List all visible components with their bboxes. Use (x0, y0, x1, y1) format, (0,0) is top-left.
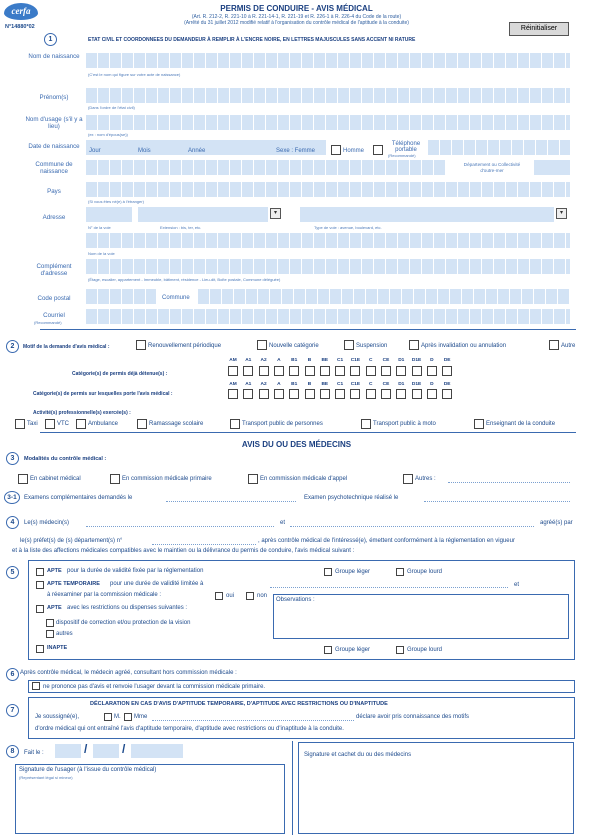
activity-checkbox-6[interactable] (474, 419, 484, 429)
reason-label-0: Renouvellement périodique (148, 343, 222, 349)
phone-field[interactable] (428, 140, 570, 155)
first-name-field[interactable] (86, 88, 570, 103)
email-label: Courriel (43, 312, 65, 319)
section-divider-2 (40, 432, 576, 433)
control-mode-label: Modalités du contrôle médical : (24, 456, 107, 462)
male-label: Homme (343, 148, 365, 154)
sign-day-field[interactable] (55, 744, 81, 758)
reason-checkbox-3[interactable] (409, 340, 419, 350)
and-label: et (280, 520, 286, 526)
inapte-light-group-label: Groupe léger (335, 647, 371, 653)
street-type-dropdown-icon[interactable]: ▾ (556, 208, 567, 219)
reexamine-no-label: non (257, 593, 268, 599)
first-name-label: Prénom(s) (39, 94, 69, 101)
city-field[interactable] (198, 289, 570, 304)
reset-button[interactable]: Réinitialiser (509, 22, 569, 36)
address-label: Adresse (42, 214, 66, 221)
mr-label: M. (114, 714, 121, 720)
form-number: N°14880*02 (5, 24, 35, 30)
phone-hint: (Recommandé) (388, 153, 416, 158)
medical-reasons-text: d'ordre médical qui ont entraîné l'avis d'aptitude temporaire, d'aptitude avec restrictions ou d'inaptitude à la conduite. (35, 726, 344, 732)
inapte-label: INAPTE (47, 645, 68, 651)
temporary-and-label: et (514, 582, 520, 588)
other-restrictions-label: autres (56, 631, 73, 637)
email-hint: (Recommandé) (34, 320, 62, 325)
observations-label: Observations : (276, 597, 315, 603)
street-type-field[interactable] (300, 207, 554, 222)
birth-name-hint: (C'est le nom qui figure sur votre acte de naissance) (88, 72, 181, 77)
held-cat-checkbox-4[interactable] (289, 366, 299, 376)
street-number-field[interactable] (86, 207, 132, 222)
activity-checkbox-3[interactable] (137, 419, 147, 429)
held-cat-label-8: C1E (350, 358, 361, 363)
country-label: Pays (47, 188, 61, 195)
req-cat-label-7: C1 (337, 382, 344, 387)
date-label: Fait le : (24, 750, 44, 756)
month-label: Mois (138, 148, 151, 154)
doctor-signature-label: Signature et cachet du ou des médecins (304, 752, 412, 758)
address-complement-label: Complément d'adresse (36, 263, 72, 277)
apte-text: pour la durée de validité fixée par la réglementation (67, 568, 204, 574)
undersigned-label: Je soussigné(e), (35, 714, 80, 720)
temporary-checkbox[interactable] (36, 581, 44, 589)
approved-by-label: agréé(s) par (540, 520, 573, 526)
held-cat-label-12: D1E (411, 358, 422, 363)
extension-field[interactable] (138, 207, 268, 222)
department-number-field[interactable] (152, 544, 256, 545)
no-opinion-checkbox[interactable] (32, 682, 40, 690)
held-cat-checkbox-2[interactable] (259, 366, 269, 376)
held-cat-checkbox-12[interactable] (412, 366, 422, 376)
street-type-hint: Type de voie : avenue, boulevard, etc. (314, 225, 382, 230)
decree-reference: (Arrêté du 31 juillet 2012 modifié relatif à l'organisation du contrôle médical de l'aptitude à la conduite) (184, 20, 409, 26)
req-cat-label-2: A2 (260, 382, 267, 387)
department-label: Département ou Collectivité d'outre-mer (463, 162, 521, 173)
postal-code-label: Code postal (37, 295, 71, 302)
control-mode-checkbox-0[interactable] (18, 474, 28, 484)
held-cat-checkbox-10[interactable] (381, 366, 391, 376)
held-cat-label-0: AM (229, 358, 237, 363)
control-mode-checkbox-3[interactable] (403, 474, 413, 484)
req-cat-label-1: A1 (245, 382, 252, 387)
reexamine-yes-label: oui (226, 593, 235, 599)
complementary-exams-label: Examens complémentaires demandés le (24, 495, 133, 501)
complementary-exams-date-field[interactable] (166, 501, 296, 502)
req-cat-checkbox-11[interactable] (396, 389, 406, 399)
inapte-light-group-checkbox[interactable] (324, 646, 332, 654)
declaration-heading: DÉCLARATION EN CAS D'AVIS D'APTITUDE TEMPORAIRE, D'APTITUDE AVEC RESTRICTIONS OU D'INAPTITUDE (90, 701, 388, 707)
section-2-number: 2 (6, 340, 19, 353)
req-cat-checkbox-7[interactable] (335, 389, 345, 399)
apte-heavy-group-label: Groupe lourd (407, 569, 443, 575)
activity-checkbox-0[interactable] (15, 419, 25, 429)
doctor-2-field[interactable] (290, 526, 534, 527)
req-cat-checkbox-1[interactable] (243, 389, 253, 399)
restrictions-label: APTE (47, 605, 62, 611)
held-cat-label-4: B1 (291, 358, 298, 363)
page-title: PERMIS DE CONDUIRE - AVIS MÉDICAL (220, 4, 373, 13)
held-cat-checkbox-1[interactable] (243, 366, 253, 376)
activity-label-0: Taxi (27, 421, 38, 427)
usage-name-label: Nom d'usage (s'il y a lieu) (25, 116, 83, 130)
section-4-number: 4 (6, 516, 19, 529)
activity-checkbox-1[interactable] (45, 419, 55, 429)
temporary-label: APTE TEMPORAIRE (47, 581, 100, 587)
doctor-1-field[interactable] (86, 526, 274, 527)
user-signature-hint: (Représentant légal si mineur) (19, 775, 73, 780)
reason-label-1: Nouvelle catégorie (269, 343, 319, 349)
vision-device-checkbox[interactable] (46, 619, 54, 627)
held-cat-label-13: D (430, 358, 434, 363)
reexamine-label: à réexaminer par la commission médicale : (47, 592, 162, 598)
acknowledge-text: déclare avoir pris connaissance des motifs (356, 714, 470, 720)
req-cat-label-9: C (368, 382, 373, 387)
psychotechnical-exam-label: Examen psychotechnique réalisé le (304, 495, 399, 501)
req-cat-label-3: A (277, 382, 281, 387)
held-cat-label-5: B (307, 358, 312, 363)
control-mode-label-0: En cabinet médical (30, 476, 81, 482)
city-label: Commune (162, 295, 190, 301)
req-cat-checkbox-3[interactable] (274, 389, 284, 399)
extension-dropdown-icon[interactable]: ▾ (270, 208, 281, 219)
req-cat-label-10: CE (382, 382, 390, 387)
requested-categories-label: Catégorie(s) de permis sur lesquelles porte l'avis médical : (33, 391, 173, 397)
department-field[interactable] (534, 160, 570, 175)
phone-label: Téléphone portable (391, 141, 421, 153)
apte-heavy-group-checkbox[interactable] (396, 568, 404, 576)
inapte-heavy-group-label: Groupe lourd (407, 647, 443, 653)
req-cat-label-11: D1 (398, 382, 405, 387)
held-cat-label-9: C (368, 358, 373, 363)
doctors-opinion-title: AVIS DU OU DES MÉDECINS (241, 440, 352, 449)
request-reason-label: Motif de la demande d'avis médical : (23, 344, 110, 350)
street-name-field[interactable] (86, 233, 570, 248)
held-cat-label-2: A2 (260, 358, 267, 363)
prefect-label: le(s) préfet(s) de (s) département(s) n° (20, 538, 123, 544)
apte-light-group-label: Groupe léger (335, 569, 371, 575)
activity-checkbox-5[interactable] (361, 419, 371, 429)
held-cat-checkbox-7[interactable] (335, 366, 345, 376)
sex-female-label: Sexe : Femme (276, 148, 316, 154)
date-separator-1: / (84, 742, 88, 756)
held-cat-label-10: CE (382, 358, 390, 363)
sign-year-field[interactable] (131, 744, 183, 758)
other-restrictions-checkbox[interactable] (46, 630, 54, 638)
apte-label: APTE (47, 568, 62, 574)
activity-label-6: Enseignant de la conduite (486, 421, 556, 427)
first-name-hint: (Dans l'ordre de l'état civil) (88, 105, 135, 110)
date-separator-2: / (122, 742, 126, 756)
req-cat-label-5: B (307, 382, 312, 387)
reason-label-4: Autre (561, 343, 576, 349)
held-cat-label-11: D1 (398, 358, 405, 363)
held-cat-checkbox-14[interactable] (442, 366, 452, 376)
held-cat-label-6: BE (321, 358, 329, 363)
activity-label-1: VTC (57, 421, 69, 427)
activity-label-2: Ambulance (88, 421, 119, 427)
street-name-hint: Nom de la voie (88, 251, 115, 256)
section-1-heading: ETAT CIVIL ET COORDONNEES DU DEMANDEUR À REMPLIR À L'ENCRE NOIRE, EN LETTRES MAJUSCULES SANS ACCENT NI RATURE (88, 37, 416, 43)
reason-label-3: Après invalidation ou annulation (421, 343, 507, 349)
signature-divider (292, 741, 293, 835)
birth-name-label: Nom de naissance (28, 53, 80, 60)
usage-name-hint: (ex : nom d'épous(se)) (88, 132, 128, 137)
held-cat-label-1: A1 (245, 358, 252, 363)
country-hint: (Si vous êtes né(e) à l'étranger) (88, 199, 144, 204)
reason-checkbox-0[interactable] (136, 340, 146, 350)
control-mode-label-3: Autres : (415, 476, 436, 482)
birth-name-field[interactable] (86, 53, 570, 68)
usage-name-field[interactable] (86, 115, 570, 130)
held-cat-checkbox-3[interactable] (274, 366, 284, 376)
birth-city-label: Commune de naissance (35, 161, 73, 175)
postal-code-field[interactable] (86, 289, 156, 304)
street-number-hint: N° de la voie (88, 225, 111, 230)
activity-label-4: Transport public de personnes (242, 421, 323, 427)
birth-city-field[interactable] (86, 160, 446, 175)
restrictions-checkbox[interactable] (36, 605, 44, 613)
no-opinion-text: ne prononce pas d'avis et renvoie l'usager devant la commission médicale primaire. (43, 684, 266, 690)
other-mode-field[interactable] (448, 482, 570, 483)
regulation-text: et à la liste des affections médicales compatibles avec le maintien ou la délivrance du permis de conduire, l'avis médical suivant : (12, 548, 355, 554)
held-cat-checkbox-0[interactable] (228, 366, 238, 376)
address-complement-hint: (Étage, escalier, appartement - Immeuble, bâtiment, résidence - Lieu-dit, Boîte postale, Commune déléguée) (88, 277, 281, 282)
male-checkbox[interactable] (373, 145, 383, 155)
section-1-number: 1 (44, 33, 57, 46)
held-cat-label-3: A (277, 358, 281, 363)
birth-date-label: Date de naissance (28, 143, 80, 150)
req-cat-label-8: C1E (350, 382, 361, 387)
held-cat-checkbox-11[interactable] (396, 366, 406, 376)
req-cat-checkbox-12[interactable] (412, 389, 422, 399)
activity-checkbox-2[interactable] (76, 419, 86, 429)
held-cat-checkbox-9[interactable] (366, 366, 376, 376)
held-cat-checkbox-13[interactable] (427, 366, 437, 376)
inapte-heavy-group-checkbox[interactable] (396, 646, 404, 654)
restrictions-text: avec les restrictions ou dispenses suivantes : (67, 605, 188, 611)
day-label: Jour (89, 148, 101, 154)
req-cat-checkbox-13[interactable] (427, 389, 437, 399)
vision-device-label: dispositif de correction et/ou protection de la vision (56, 620, 191, 626)
req-cat-label-12: D1E (411, 382, 422, 387)
section-3-number: 3 (6, 452, 19, 465)
mr-checkbox[interactable] (104, 713, 112, 721)
held-cat-checkbox-8[interactable] (350, 366, 360, 376)
female-checkbox[interactable] (331, 145, 341, 155)
held-cat-label-7: C1 (337, 358, 344, 363)
activity-label-5: Transport public à moto (373, 421, 436, 427)
control-mode-checkbox-2[interactable] (248, 474, 258, 484)
req-cat-label-13: D (430, 382, 434, 387)
doctors-label: Le(s) médecin(s) (24, 520, 70, 526)
address-complement-field[interactable] (86, 259, 570, 274)
year-label: Année (188, 148, 206, 154)
req-cat-label-6: BE (321, 382, 329, 387)
apte-checkbox[interactable] (36, 568, 44, 576)
user-signature-label: Signature de l'usager (à l'issue du contrôle médical) (19, 767, 157, 773)
observations-box[interactable] (273, 594, 569, 639)
req-cat-checkbox-4[interactable] (289, 389, 299, 399)
medical-control-text: , après contrôle médical de l'intéressé(e), émettent conformément à la réglementation en vigueur (258, 538, 515, 544)
mrs-checkbox[interactable] (124, 713, 132, 721)
activity-label-3: Ramassage scolaire (149, 421, 204, 427)
req-cat-checkbox-0[interactable] (228, 389, 238, 399)
temporary-duration-field[interactable] (270, 587, 508, 588)
mrs-label: Mme (134, 714, 148, 720)
req-cat-label-0: AM (229, 382, 237, 387)
reexamine-yes-checkbox[interactable] (215, 592, 223, 600)
reason-checkbox-1[interactable] (257, 340, 267, 350)
reason-checkbox-2[interactable] (344, 340, 354, 350)
reason-checkbox-4[interactable] (549, 340, 559, 350)
apte-light-group-checkbox[interactable] (324, 568, 332, 576)
section-divider (40, 329, 576, 330)
section-8-number: 8 (6, 745, 19, 758)
req-cat-checkbox-6[interactable] (320, 389, 330, 399)
activity-label: Activité(s) professionnelle(s) exercée(s) : (33, 410, 131, 416)
psychotechnical-exam-date-field[interactable] (424, 501, 570, 502)
control-mode-label-1: En commission médicale primaire (122, 476, 212, 482)
extension-hint: Extension : bis, ter, etc. (160, 225, 202, 230)
req-cat-checkbox-5[interactable] (305, 389, 315, 399)
held-cat-checkbox-6[interactable] (320, 366, 330, 376)
temporary-text: pour une durée de validité limitée à (110, 581, 204, 587)
held-cat-label-14: DE (443, 358, 451, 363)
control-mode-label-2: En commission médicale d'appel (260, 476, 348, 482)
held-categories-label: Catégorie(s) de permis déjà détenue(s) : (72, 371, 168, 377)
req-cat-checkbox-10[interactable] (381, 389, 391, 399)
section-7-number: 7 (6, 704, 19, 717)
req-cat-checkbox-2[interactable] (259, 389, 269, 399)
sign-month-field[interactable] (93, 744, 119, 758)
section-5-number: 5 (6, 566, 19, 579)
email-field[interactable] (86, 309, 570, 324)
legal-reference: (Art. R. 212-2, R. 221-10 à R. 221-14-1, R. 221-19 et R. 226-1 à R. 226-4 du Code de la route) (191, 14, 402, 20)
reexamine-no-checkbox[interactable] (246, 592, 254, 600)
undersigned-name-field[interactable] (152, 720, 354, 721)
cerfa-logo: cerfa (4, 3, 38, 20)
held-cat-checkbox-5[interactable] (305, 366, 315, 376)
control-mode-checkbox-1[interactable] (110, 474, 120, 484)
req-cat-label-4: B1 (291, 382, 298, 387)
req-cat-checkbox-9[interactable] (366, 389, 376, 399)
section-3-1-number: 3-1 (4, 491, 20, 504)
section-6-number: 6 (6, 668, 19, 681)
activity-checkbox-4[interactable] (230, 419, 240, 429)
country-field[interactable] (86, 182, 570, 197)
inapte-checkbox[interactable] (36, 645, 44, 653)
req-cat-label-14: DE (443, 382, 451, 387)
reason-label-2: Suspension (356, 343, 388, 349)
req-cat-checkbox-8[interactable] (350, 389, 360, 399)
req-cat-checkbox-14[interactable] (442, 389, 452, 399)
no-opinion-intro: Après contrôle médical, le médecin agréé, consultant hors commission médicale : (20, 670, 237, 676)
